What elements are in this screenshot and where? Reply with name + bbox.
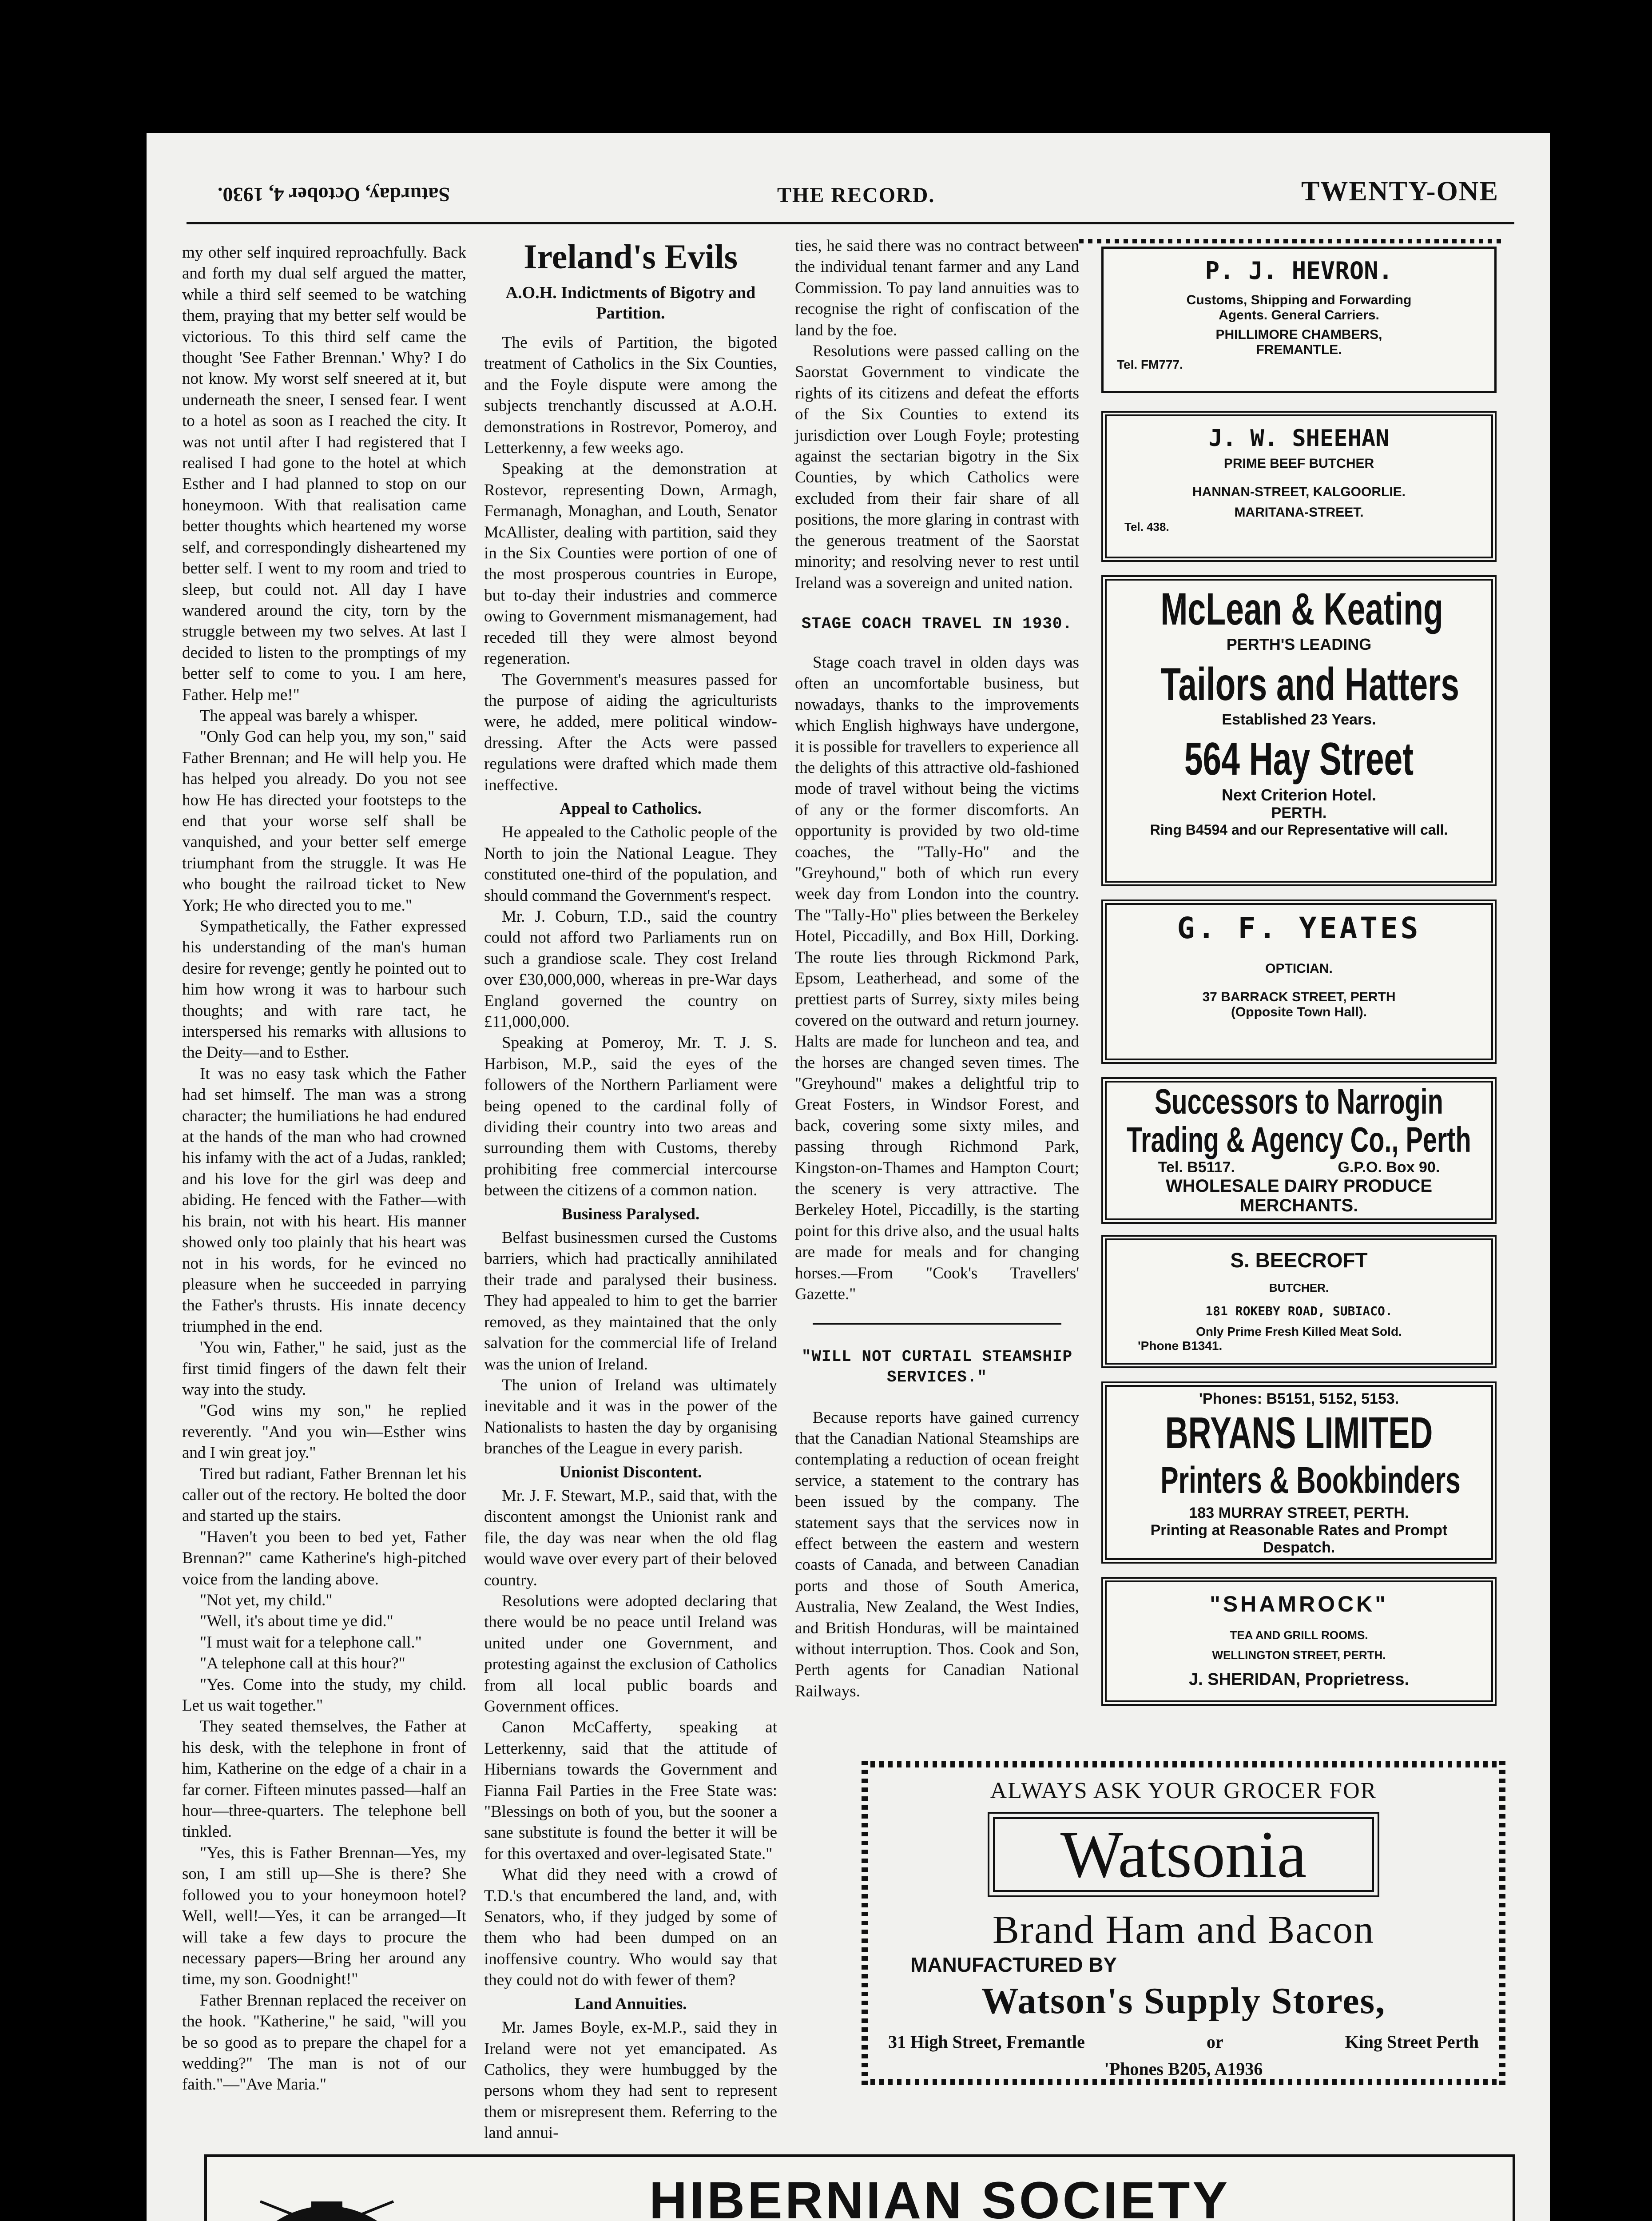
paragraph: "God wins my son," he replied reverently. "And you win—Esther wins and I win great joy." bbox=[182, 1401, 466, 1462]
paragraph: Mr. J. Coburn, T.D., said the country could not afford two Parliaments run on such a grandiose scale. They cost Ireland over £30,000,000, whereas in pre-War days England governed the country on £11,000,000. bbox=[484, 907, 777, 1031]
ad-hevron: P. J. HEVRON. Customs, Shipping and Forwarding Agents. General Carriers. PHILLIMORE CHAMBERS, FREMANTLE. Tel. FM777. bbox=[1101, 247, 1497, 393]
steamship-text: Because reports have gained currency that the Canadian National Steamships are contemplating a reduction of ocean freight service, a statement to the contrary has been issued by the company. The statement says that the services now in effect between the eastern and western coasts of Canada, and between Canadian ports and those of South America, Australia, New Zealand, the West Indies, and British Honduras, will be maintained without interruption. Thos. Cook and Son, Perth agents for Canadian National Railways. bbox=[795, 1408, 1079, 1700]
paragraph: "Only God can help you, my son," said Father Brennan; and He will help you. He has helped you already. Do you not see how He has directed your footsteps to the end that your worse self shall be vanquished, and your better self emerge triumphant from the struggle. It was He who bought the railroad ticket to New York; He who directed you to me." bbox=[182, 728, 466, 915]
paragraph: The appeal was barely a whisper. bbox=[200, 706, 418, 725]
ad-yeates: G. F. YEATES OPTICIAN. 37 BARRACK STREET, PERTH (Opposite Town Hall). bbox=[1101, 900, 1497, 1064]
page-number: TWENTY-ONE bbox=[1301, 176, 1499, 207]
paragraph: "I must wait for a telephone call." bbox=[200, 1633, 422, 1652]
section-heading: Appeal to Catholics. bbox=[560, 799, 702, 818]
section-heading: Business Paralysed. bbox=[561, 1205, 700, 1223]
paragraph: Father Brennan replaced the receiver on the hook. "Katherine," he said, "will you be so good as to prepare the chapel for a wedding?" The man is not of our faith."—"Ave Maria." bbox=[182, 1991, 466, 2094]
divider bbox=[813, 1323, 1061, 1325]
steamship-headline: "WILL NOT CURTAIL STEAMSHIP SERVICES." bbox=[801, 1347, 1073, 1386]
paragraph: Speaking at Pomeroy, Mr. T. J. S. Harbison, M.P., said the eyes of the followers of the Northern Parliament were being opened to the cardinal folly of dividing their country into two areas and surrounding them with Customs, thereby prohibiting free commercial intercourse between the citizens of a common nation. bbox=[484, 1034, 777, 1200]
paragraph: Tired but radiant, Father Brennan let his caller out of the rectory. He bolted the door and started up the stairs. bbox=[182, 1465, 466, 1525]
paragraph: Belfast businessmen cursed the Customs barriers, which had practically annihilated their trade and paralysed their business. They had appealed to him to get the barrier removed, as they maintained that the only salvation for the commercial life of Ireland was the union of Ireland. bbox=[484, 1229, 777, 1373]
paper-name: THE RECORD. bbox=[777, 183, 935, 207]
article-subtitle: A.O.H. Indictments of Bigotry and Partition. bbox=[505, 283, 756, 322]
paragraph: It was no easy task which the Father had set himself. The man was a strong character; the humiliations he had endured at the hands of the man who had crowned his infamy with the act of a Judas, rankled; and his love for the girl was deep and abiding. He fenced with the Father—with his brain, not with his heart. His manner showed only too plainly that his heart was not in his words, for he evinced no pleasure when he succeeded in parrying the Father's thrusts. His innate decency triumphed in the end. bbox=[182, 1064, 466, 1336]
paragraph: "Not yet, my child." bbox=[200, 1591, 333, 1609]
section-heading: Land Annuities. bbox=[574, 1994, 687, 2013]
paragraph: Mr. James Boyle, ex-M.P., said they in Ireland were not yet emancipated. As Catholics, they were humbugged by the persons whom they had sent to represent them or misrepresent them. Referring to the land annui- bbox=[484, 2018, 777, 2142]
watsonia-border-top bbox=[862, 1761, 1505, 1767]
paragraph: my other self inquired reproachfully. Back and forth my dual self argued the matter, while a third self seemed to be watching them, praying that my better self would be victorious. To this third self came the thought 'See Father Brennan.' Why? I do not know. My worst self sneered at it, but underneath the sneer, I sensed fear. I went to a hotel as soon as I reached the city. It was not until after I had registered that I realised I had gone to the hotel at which Esther and I had planned to stop on our honeymoon. With that realisation came better thoughts which heartened my worse self, and correspondingly disheartened my better self. I went to my room and tried to sleep, but could not. All day I have wandered around the city, torn by the struggle between my two selves. At last I decided to listen to the promptings of my better self to come to you. I am here, Father. Help me!" bbox=[182, 243, 466, 704]
ad-hibernian bbox=[204, 2154, 1515, 2221]
newspaper-page bbox=[147, 133, 1550, 2221]
story-column-2 bbox=[484, 235, 777, 2142]
hibernian-title: HIBERNIAN SOCIETY bbox=[649, 2171, 1231, 2221]
paragraph: The union of Ireland was ultimately inevitable and it was in the power of the Nationalists to hasten the day by organising branches of the League in every parish. bbox=[484, 1376, 777, 1458]
paragraph: Mr. J. F. Stewart, M.P., said that, with the discontent amongst the Unionist rank and file, the day was near when the old flag would wave over every part of their beloved country. bbox=[484, 1486, 777, 1589]
stage-coach-headline: STAGE COACH TRAVEL IN 1930. bbox=[801, 614, 1073, 633]
paragraph: Speaking at the demonstration at Rostevor, representing Down, Armagh, Fermanagh, Monaghan, and Louth, Senator McAllister, dealing with partition, said they in the Six Counties were portion of one of the most prosperous countries in Europe, but to-day their industries and commerce owing to Government mismanagement, had receded till they were almost beyond regeneration. bbox=[484, 460, 777, 668]
watsonia-border-right bbox=[1499, 1761, 1505, 2085]
paragraph: The evils of Partition, the bigoted treatment of Catholics in the Six Counties, and the Foyle dispute were among the subjects trenchantly discussed at A.O.H. demonstrations in Rostrevor, Pomeroy, and Letterkenny, a few weeks ago. bbox=[484, 334, 777, 458]
paragraph: ties, he said there was no contract between the individual tenant farmer and any Land Commission. To pay land annuities was to recognise the right of confiscation of the land by the foe. bbox=[795, 237, 1079, 339]
paragraph: What did they need with a crowd of T.D.'s that encumbered the land, and, with Senators, who, if they judged by some of them who had been dumped on an inoffensive country. Who would say that they could not do with fewer of them? bbox=[484, 1866, 777, 1990]
paragraph: 'You win, Father," he said, just as the first timid fingers of the dawn felt their way into the study. bbox=[182, 1338, 466, 1399]
paragraph: "A telephone call at this hour?" bbox=[200, 1654, 405, 1673]
issue-date: Saturday, October 4, 1930. bbox=[218, 183, 450, 206]
stage-coach-text: Stage coach travel in olden days was often an uncomfortable business, but nowadays, thanks to the improvements which English highways have undergone, it is possible for travellers to experience all the delights of this attractive old-fashioned mode of travel without being the victims of any or the former discomforts. An opportunity is provided by two old-time coaches, the "Tally-Ho" and the "Greyhound," both of which run every week day from London into the country. The "Tally-Ho" plies between the Berkeley Hotel, Piccadilly, and Box Hill, Dorking. The route lies through Rickmond Park, Epsom, Leatherhead, and some of the prettiest parts of Surrey, sixty miles being covered on the outward and return journey. Halts are made for luncheon and tea, and the horses are changed seven times. The "Greyhound" makes a delightful trip to Great Fosters, in Windsor Forest, and back, covering some sixty miles, and passing through Richmond Park, Kingston-on-Thames and Hampton Court; the scenery is very attractive. The Berkeley Hotel, Piccadilly, is the starting point for this drive also, and the usual halts are made for meals and for changing horses.—From "Cook's Travellers' Gazette." bbox=[795, 653, 1079, 1304]
watsonia-border-left bbox=[862, 1761, 868, 2085]
ad-sheehan: J. W. SHEEHAN PRIME BEEF BUTCHER HANNAN-STREET, KALGOORLIE. MARITANA-STREET. Tel. 438. bbox=[1101, 411, 1497, 562]
celtic-cross-emblem-icon bbox=[216, 2175, 438, 2221]
article-title: Ireland's Evils bbox=[524, 237, 738, 276]
ad-shamrock: "SHAMROCK" TEA AND GRILL ROOMS. WELLINGTON STREET, PERTH. J. SHERIDAN, Proprietress. bbox=[1101, 1577, 1497, 1706]
paragraph: Sympathetically, the Father expressed his understanding of the man's human desire for revenge; gently he pointed out to him how wrong it was to harbour such thoughts; and with rare tact, he interspersed his remarks with allusions to the Deity—and to Esther. bbox=[182, 917, 466, 1062]
paragraph: Resolutions were passed calling on the Saorstat Government to vindicate the rights of its citizens and defeat the efforts of the Six Counties to extend its jurisdiction over Lough Foyle; protesting against the sectarian bigotry in the Six Counties, by which Catholics were excluded from their fair share of all positions, the more glaring in contrast with the generous treatment of the Saorstat minority; and resolving never to rest until Ireland was a sovereign and united nation. bbox=[795, 342, 1079, 592]
paragraph: Canon McCafferty, speaking at Letterkenny, said that the attitude of Hibernians towards the Government and Fianna Fail Parties in the Free State was: "Blessings on both of you, but the sooner a sane substitute is found the better it will be for this overtaxed and over-legisated State." bbox=[484, 1718, 777, 1863]
ad-bryans: 'Phones: B5151, 5152, 5153. BRYANS LIMITED Printers & Bookbinders 183 MURRAY STREET, PERTH. Printing at Reasonable Rates and Prompt Despatch. bbox=[1101, 1381, 1497, 1564]
paragraph: "Haven't you been to bed yet, Father Brennan?" came Katherine's high-pitched voice from the landing above. bbox=[182, 1528, 466, 1588]
ad-mclean-keating: McLean & Keating PERTH'S LEADING Tailors and Hatters Established 23 Years. 564 Hay Street Next Criterion Hotel. PERTH. Ring B4594 and our Representative will call. bbox=[1101, 575, 1497, 886]
watsonia-brand: Watsonia bbox=[993, 1817, 1374, 1892]
border-top bbox=[1079, 239, 1505, 243]
paragraph: He appealed to the Catholic people of the North to join the National League. They constituted one-third of the population, and should command the Government's respect. bbox=[484, 823, 777, 905]
paragraph: Resolutions were adopted declaring that there would be no peace until Ireland was united under one Government, and protesting against the exclusion of Catholics from all local public boards and Government offices. bbox=[484, 1592, 777, 1716]
section-heading: Unionist Discontent. bbox=[559, 1463, 702, 1481]
ad-beecroft: S. BEECROFT BUTCHER. 181 ROKEBY ROAD, SUBIACO. Only Prime Fresh Killed Meat Sold. 'Phone B1341. bbox=[1101, 1235, 1497, 1368]
header-rule bbox=[187, 222, 1514, 224]
paragraph: "Yes, this is Father Brennan—Yes, my son, I am still up—She is there? She followed you to your honeymoon hotel? Well, well!—Yes, it can be arranged—It will take a few days to procure the necessary papers—Bring her around any time, my son. Goodnight!" bbox=[182, 1843, 466, 1989]
ad-watsonia: ALWAYS ASK YOUR GROCER FOR Watsonia Brand Ham and Bacon MANUFACTURED BY Watson's Supply Stores, 31 High Street, Fremantle or King Street Perth 'Phones B205, A1936 bbox=[888, 1778, 1479, 2079]
paragraph: The Government's measures passed for the purpose of aiding the agriculturists were, he added, mere political window-dressing. After the Acts were passed regulations were drafted which made them ineffective. bbox=[484, 670, 777, 794]
paragraph: "Yes. Come into the study, my child. Let us wait together." bbox=[182, 1675, 466, 1715]
paragraph: They seated themselves, the Father at his desk, with the telephone in front of him, Katherine on the edge of a chair in a far corner. Fifteen minutes passed—half an hour—three-quarters. The telephone bell tinkled. bbox=[182, 1717, 466, 1841]
story-column-3 bbox=[795, 235, 1079, 1700]
ad-narrogin: Successors to Narrogin Trading & Agency Co., Perth Tel. B5117. G.P.O. Box 90. WHOLESALE DAIRY PRODUCE MERCHANTS. bbox=[1101, 1077, 1497, 1224]
watsonia-border-bottom bbox=[862, 2079, 1505, 2085]
paragraph: "Well, it's about time ye did." bbox=[200, 1612, 393, 1631]
story-column-1 bbox=[182, 242, 466, 2094]
